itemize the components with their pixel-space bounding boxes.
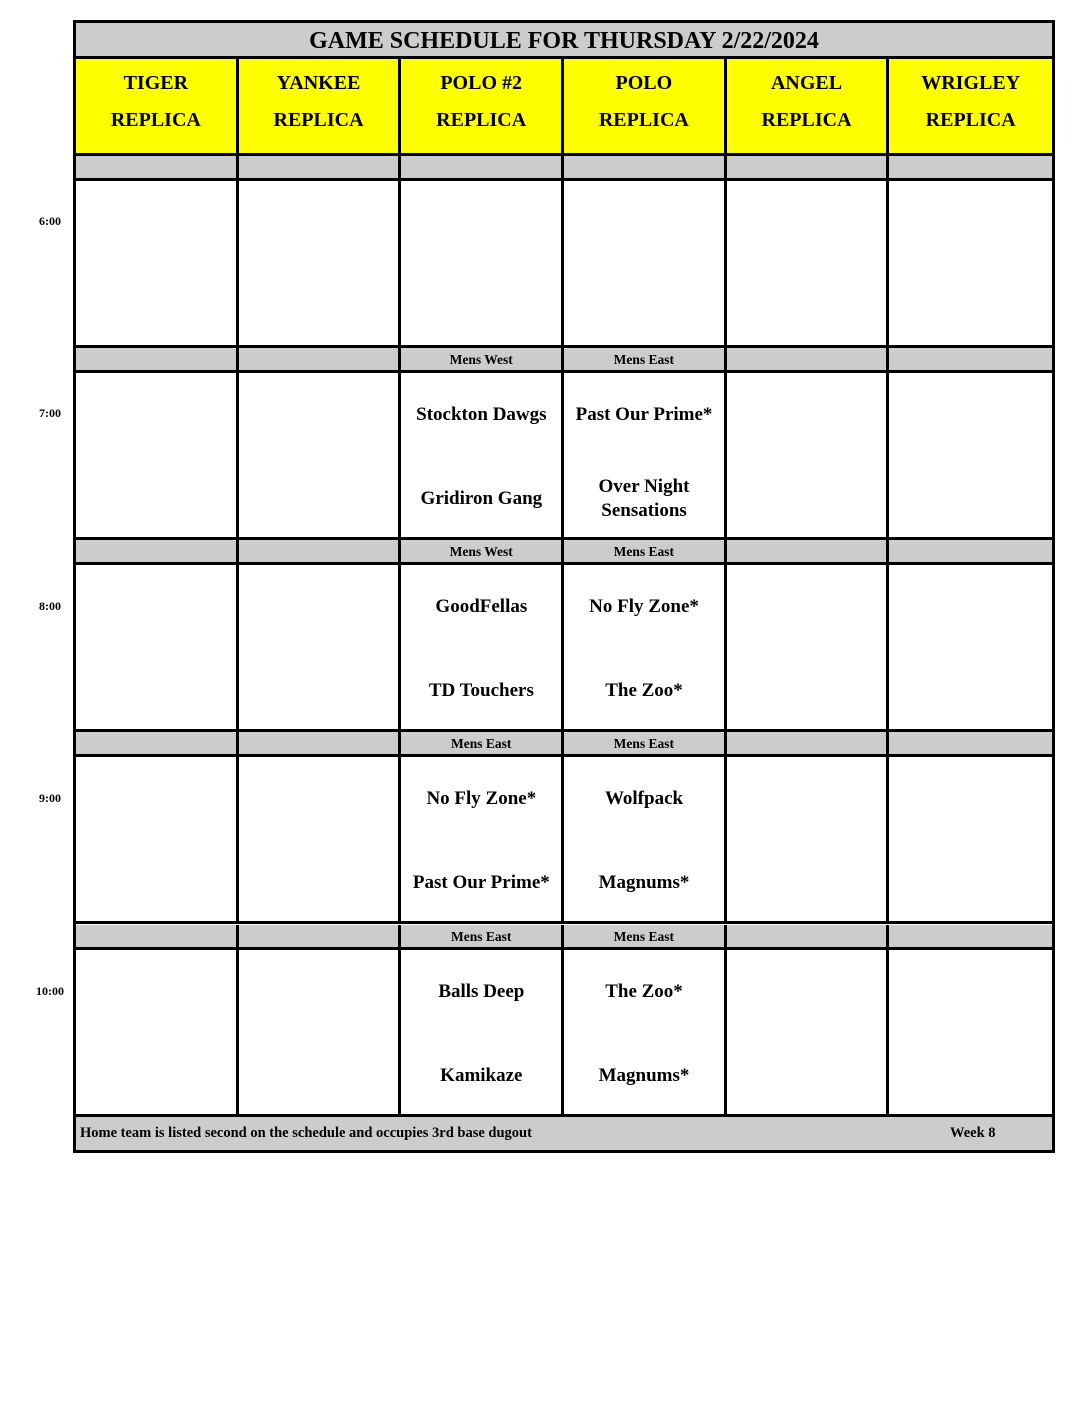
division-label: Mens East bbox=[401, 732, 564, 754]
game-cell bbox=[727, 950, 890, 1114]
field-name: ANGEL bbox=[770, 72, 843, 94]
field-type: REPLICA bbox=[598, 109, 689, 131]
field-header bbox=[889, 59, 1052, 153]
game-cell bbox=[727, 373, 890, 537]
division-label bbox=[239, 348, 402, 370]
division-band bbox=[76, 540, 1052, 565]
field-header bbox=[564, 59, 727, 153]
visiting-team: GoodFellas bbox=[435, 596, 528, 617]
division-label: Mens East bbox=[564, 348, 727, 370]
field-name: TIGER bbox=[123, 72, 189, 94]
field-header-row bbox=[76, 59, 1052, 156]
home-team: The Zoo* bbox=[605, 680, 683, 701]
division-label bbox=[727, 348, 890, 370]
field-name: POLO bbox=[615, 72, 673, 94]
visiting-team: The Zoo* bbox=[605, 981, 683, 1002]
page-title: GAME SCHEDULE FOR THURSDAY 2/22/2024 bbox=[76, 23, 1052, 59]
division-label bbox=[76, 348, 239, 370]
time-label-7: 7:00 bbox=[39, 406, 61, 420]
home-team: Past Our Prime* bbox=[412, 872, 550, 893]
time-label-8: 8:00 bbox=[39, 599, 61, 613]
division-band bbox=[76, 732, 1052, 757]
home-team: Magnums* bbox=[598, 1065, 690, 1086]
game-cell bbox=[889, 950, 1052, 1114]
division-label bbox=[889, 540, 1052, 562]
division-label bbox=[889, 156, 1052, 178]
game-cell bbox=[76, 565, 239, 729]
division-band bbox=[76, 348, 1052, 373]
game-cell bbox=[239, 950, 402, 1114]
division-label: Mens East bbox=[564, 540, 727, 562]
game-cell bbox=[564, 181, 727, 345]
division-label: Mens East bbox=[564, 732, 727, 754]
field-name: YANKEE bbox=[276, 72, 361, 94]
home-team: Over Night Sensations bbox=[598, 476, 690, 521]
field-type: REPLICA bbox=[925, 109, 1016, 131]
division-label bbox=[401, 156, 564, 178]
field-name: POLO #2 bbox=[440, 72, 523, 94]
division-label bbox=[76, 540, 239, 562]
game-cell bbox=[889, 373, 1052, 537]
division-label: Mens West bbox=[401, 348, 564, 370]
division-band bbox=[76, 156, 1052, 181]
field-type: REPLICA bbox=[110, 109, 201, 131]
visiting-team: Balls Deep bbox=[438, 981, 525, 1002]
division-label bbox=[727, 540, 890, 562]
field-type: REPLICA bbox=[761, 109, 852, 131]
game-cell bbox=[564, 565, 727, 729]
division-label bbox=[76, 156, 239, 178]
division-label bbox=[76, 925, 239, 947]
time-slot-row bbox=[76, 373, 1052, 540]
time-slot-row bbox=[76, 181, 1052, 348]
division-label: Mens East bbox=[564, 925, 727, 947]
division-label: Mens East bbox=[401, 925, 564, 947]
game-cell bbox=[889, 565, 1052, 729]
game-cell bbox=[401, 950, 564, 1114]
division-label bbox=[239, 540, 402, 562]
field-header bbox=[401, 59, 564, 153]
footer-note: Home team is listed second on the schedule and occupies 3rd base dugout bbox=[80, 1125, 532, 1141]
division-label bbox=[239, 732, 402, 754]
visiting-team: Wolfpack bbox=[604, 788, 684, 809]
game-cell bbox=[76, 181, 239, 345]
game-cell bbox=[401, 181, 564, 345]
division-label bbox=[239, 925, 402, 947]
game-cell bbox=[401, 565, 564, 729]
division-label bbox=[239, 156, 402, 178]
game-cell bbox=[401, 373, 564, 537]
footer-bar bbox=[76, 1117, 1052, 1150]
division-label bbox=[564, 156, 727, 178]
visiting-team: No Fly Zone* bbox=[426, 788, 537, 809]
game-cell bbox=[564, 373, 727, 537]
home-team: Gridiron Gang bbox=[420, 488, 543, 509]
schedule-table bbox=[73, 20, 1055, 1153]
field-header bbox=[727, 59, 890, 153]
visiting-team: Past Our Prime* bbox=[575, 404, 713, 425]
game-cell bbox=[401, 757, 564, 921]
division-label bbox=[727, 732, 890, 754]
game-cell bbox=[239, 373, 402, 537]
game-cell bbox=[727, 757, 890, 921]
time-slot-row bbox=[76, 950, 1052, 1117]
division-label bbox=[727, 156, 890, 178]
field-type: REPLICA bbox=[436, 109, 527, 131]
home-team: Kamikaze bbox=[440, 1065, 523, 1086]
division-label bbox=[889, 348, 1052, 370]
time-label-9: 9:00 bbox=[39, 791, 61, 805]
division-label bbox=[727, 925, 890, 947]
division-band bbox=[76, 925, 1052, 950]
field-header bbox=[76, 59, 239, 153]
visiting-team: Stockton Dawgs bbox=[416, 404, 547, 425]
game-cell bbox=[727, 181, 890, 345]
game-cell bbox=[76, 373, 239, 537]
time-slot-row bbox=[76, 757, 1052, 924]
game-cell bbox=[564, 950, 727, 1114]
game-cell bbox=[727, 565, 890, 729]
time-label-10: 10:00 bbox=[36, 984, 64, 998]
division-label bbox=[889, 732, 1052, 754]
field-type: REPLICA bbox=[273, 109, 364, 131]
game-cell bbox=[239, 757, 402, 921]
week-label: Week 8 bbox=[950, 1125, 996, 1141]
game-cell bbox=[239, 565, 402, 729]
game-cell bbox=[239, 181, 402, 345]
game-cell bbox=[76, 757, 239, 921]
field-header bbox=[239, 59, 402, 153]
time-label-6: 6:00 bbox=[39, 214, 61, 228]
division-label: Mens West bbox=[401, 540, 564, 562]
time-slot-row bbox=[76, 565, 1052, 732]
game-cell bbox=[889, 181, 1052, 345]
visiting-team: No Fly Zone* bbox=[589, 596, 699, 617]
field-name: WRIGLEY bbox=[921, 72, 1021, 94]
game-cell bbox=[889, 757, 1052, 921]
home-team: TD Touchers bbox=[428, 680, 534, 701]
game-cell bbox=[76, 950, 239, 1114]
home-team: Magnums* bbox=[598, 872, 690, 893]
game-cell bbox=[564, 757, 727, 921]
division-label bbox=[76, 732, 239, 754]
division-label bbox=[889, 925, 1052, 947]
